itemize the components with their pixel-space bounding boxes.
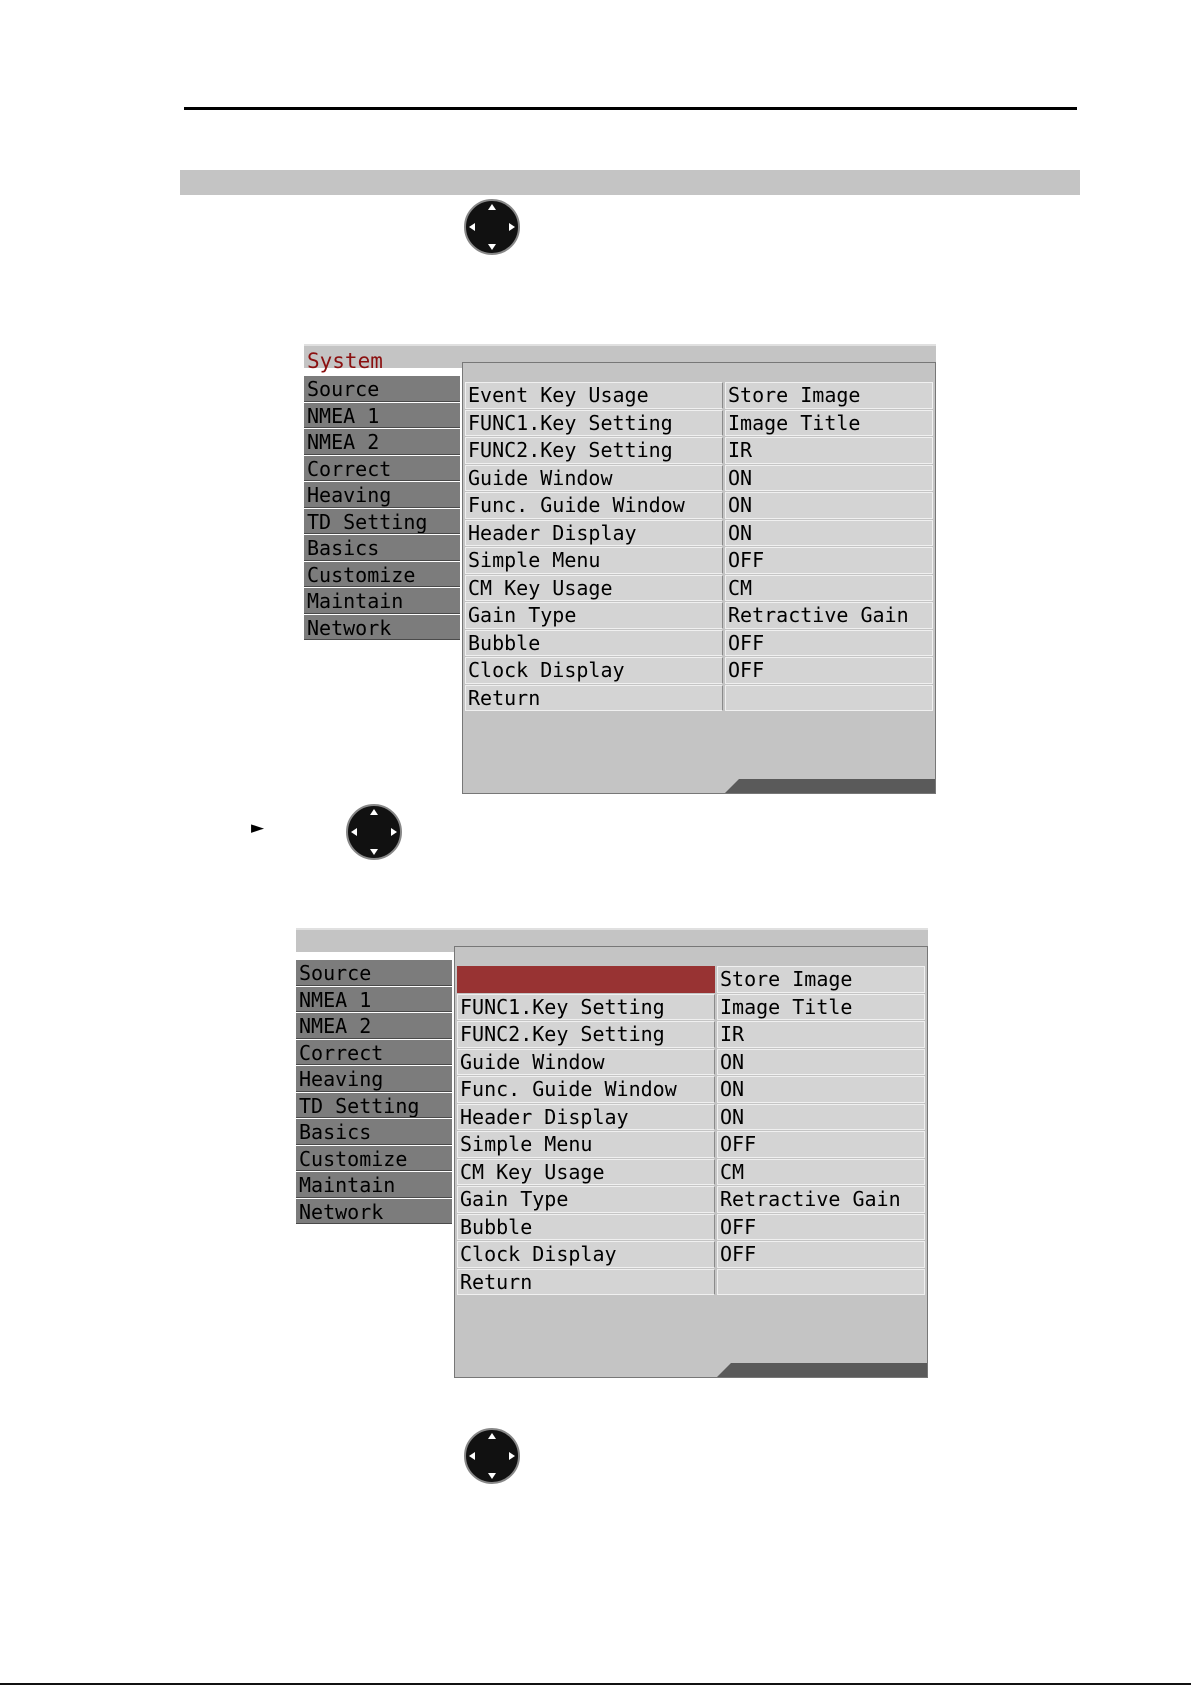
row-label: Clock Display [465, 657, 723, 684]
row-value: Image Title [717, 994, 925, 1021]
sidebar-item-heaving[interactable]: Heaving [304, 482, 460, 508]
menu-screen-1 [304, 344, 936, 794]
menu-row[interactable] [465, 410, 933, 437]
row-label: Clock Display [457, 1241, 715, 1268]
menu-row[interactable] [465, 547, 933, 574]
menu-row[interactable] [465, 657, 933, 684]
sidebar-item-basics[interactable]: Basics [304, 535, 460, 561]
row-label: Bubble [465, 630, 723, 657]
menu-row[interactable] [465, 492, 933, 519]
return-row[interactable] [457, 1269, 925, 1296]
row-label: Func. Guide Window [465, 492, 723, 519]
row-value: CM [725, 575, 933, 602]
row-label: Header Display [465, 520, 723, 547]
sidebar-item-heaving[interactable]: Heaving [296, 1066, 452, 1092]
menu-title: System [307, 349, 383, 373]
sidebar-item-network[interactable]: Network [296, 1199, 452, 1225]
row-label: Gain Type [457, 1186, 715, 1213]
row-value: OFF [717, 1214, 925, 1241]
sidebar [304, 376, 460, 641]
row-label: Return [465, 685, 723, 712]
menu-row[interactable] [465, 602, 933, 629]
menu-row[interactable] [457, 1131, 925, 1158]
row-label: Guide Window [465, 465, 723, 492]
row-value: ON [717, 1049, 925, 1076]
menu-row[interactable] [465, 437, 933, 464]
row-value: Store Image [717, 966, 925, 993]
row-label: CM Key Usage [457, 1159, 715, 1186]
sidebar-item-network[interactable]: Network [304, 615, 460, 641]
header-rule [184, 107, 1077, 110]
row-label: Gain Type [465, 602, 723, 629]
row-value: OFF [725, 657, 933, 684]
row-value: OFF [725, 630, 933, 657]
menu-row[interactable] [457, 994, 925, 1021]
sidebar-item-nmea1[interactable]: NMEA 1 [304, 403, 460, 429]
sidebar-item-maintain[interactable]: Maintain [296, 1172, 452, 1198]
row-value: OFF [717, 1131, 925, 1158]
menu-row[interactable] [457, 1186, 925, 1213]
menu-row[interactable] [457, 1214, 925, 1241]
joystick-icon [345, 803, 403, 861]
row-label: CM Key Usage [465, 575, 723, 602]
row-label [457, 966, 715, 993]
row-value: ON [725, 465, 933, 492]
row-label: Simple Menu [457, 1131, 715, 1158]
menu-row[interactable] [457, 1049, 925, 1076]
sidebar-item-nmea2[interactable]: NMEA 2 [296, 1013, 452, 1039]
row-value: CM [717, 1159, 925, 1186]
row-value: OFF [717, 1241, 925, 1268]
row-value [717, 1269, 925, 1296]
sidebar-item-correct[interactable]: Correct [296, 1040, 452, 1066]
menu-row[interactable] [465, 575, 933, 602]
row-label: Func. Guide Window [457, 1076, 715, 1103]
row-value: Image Title [725, 410, 933, 437]
row-value [725, 685, 933, 712]
row-label: FUNC2.Key Setting [457, 1021, 715, 1048]
sidebar-item-correct[interactable]: Correct [304, 456, 460, 482]
sidebar-item-basics[interactable]: Basics [296, 1119, 452, 1145]
row-label: FUNC2.Key Setting [465, 437, 723, 464]
joystick-icon [463, 198, 521, 256]
menu-row[interactable] [457, 1104, 925, 1131]
row-label: Return [457, 1269, 715, 1296]
row-value: Retractive Gain [725, 602, 933, 629]
menu-row[interactable] [457, 1021, 925, 1048]
menu-row[interactable] [465, 520, 933, 547]
row-label: FUNC1.Key Setting [457, 994, 715, 1021]
row-label: Header Display [457, 1104, 715, 1131]
row-value: ON [717, 1104, 925, 1131]
sidebar [296, 960, 452, 1225]
row-label: Event Key Usage [465, 382, 723, 409]
row-value: ON [717, 1076, 925, 1103]
row-label: Guide Window [457, 1049, 715, 1076]
sidebar-item-td-setting[interactable]: TD Setting [296, 1093, 452, 1119]
menu-screen-2 [296, 928, 928, 1378]
row-value: ON [725, 520, 933, 547]
menu-row[interactable] [465, 630, 933, 657]
row-value: IR [717, 1021, 925, 1048]
row-value: IR [725, 437, 933, 464]
sidebar-item-nmea1[interactable]: NMEA 1 [296, 987, 452, 1013]
menu-row[interactable] [465, 382, 933, 409]
step-marker: ► [251, 818, 265, 838]
menu-row[interactable] [457, 1159, 925, 1186]
menu-row[interactable] [465, 465, 933, 492]
row-value: OFF [725, 547, 933, 574]
menu-row[interactable] [457, 1076, 925, 1103]
sidebar-item-customize[interactable]: Customize [304, 562, 460, 588]
menu-row-selected[interactable] [457, 966, 925, 993]
row-value: Retractive Gain [717, 1186, 925, 1213]
sidebar-item-maintain[interactable]: Maintain [304, 588, 460, 614]
sidebar-item-nmea2[interactable]: NMEA 2 [304, 429, 460, 455]
panel-footer-tab [725, 779, 935, 793]
row-label: Simple Menu [465, 547, 723, 574]
return-row[interactable] [465, 685, 933, 712]
joystick-icon [463, 1427, 521, 1485]
sidebar-item-customize[interactable]: Customize [296, 1146, 452, 1172]
section-band [180, 170, 1080, 195]
row-label: Bubble [457, 1214, 715, 1241]
row-value: ON [725, 492, 933, 519]
menu-row[interactable] [457, 1241, 925, 1268]
panel-footer-tab [717, 1363, 927, 1377]
row-value: Store Image [725, 382, 933, 409]
sidebar-item-td-setting[interactable]: TD Setting [304, 509, 460, 535]
sidebar-item-source[interactable]: Source [296, 960, 452, 986]
sidebar-item-source[interactable]: Source [304, 376, 460, 402]
settings-panel [462, 362, 936, 794]
row-label: FUNC1.Key Setting [465, 410, 723, 437]
settings-panel [454, 946, 928, 1378]
